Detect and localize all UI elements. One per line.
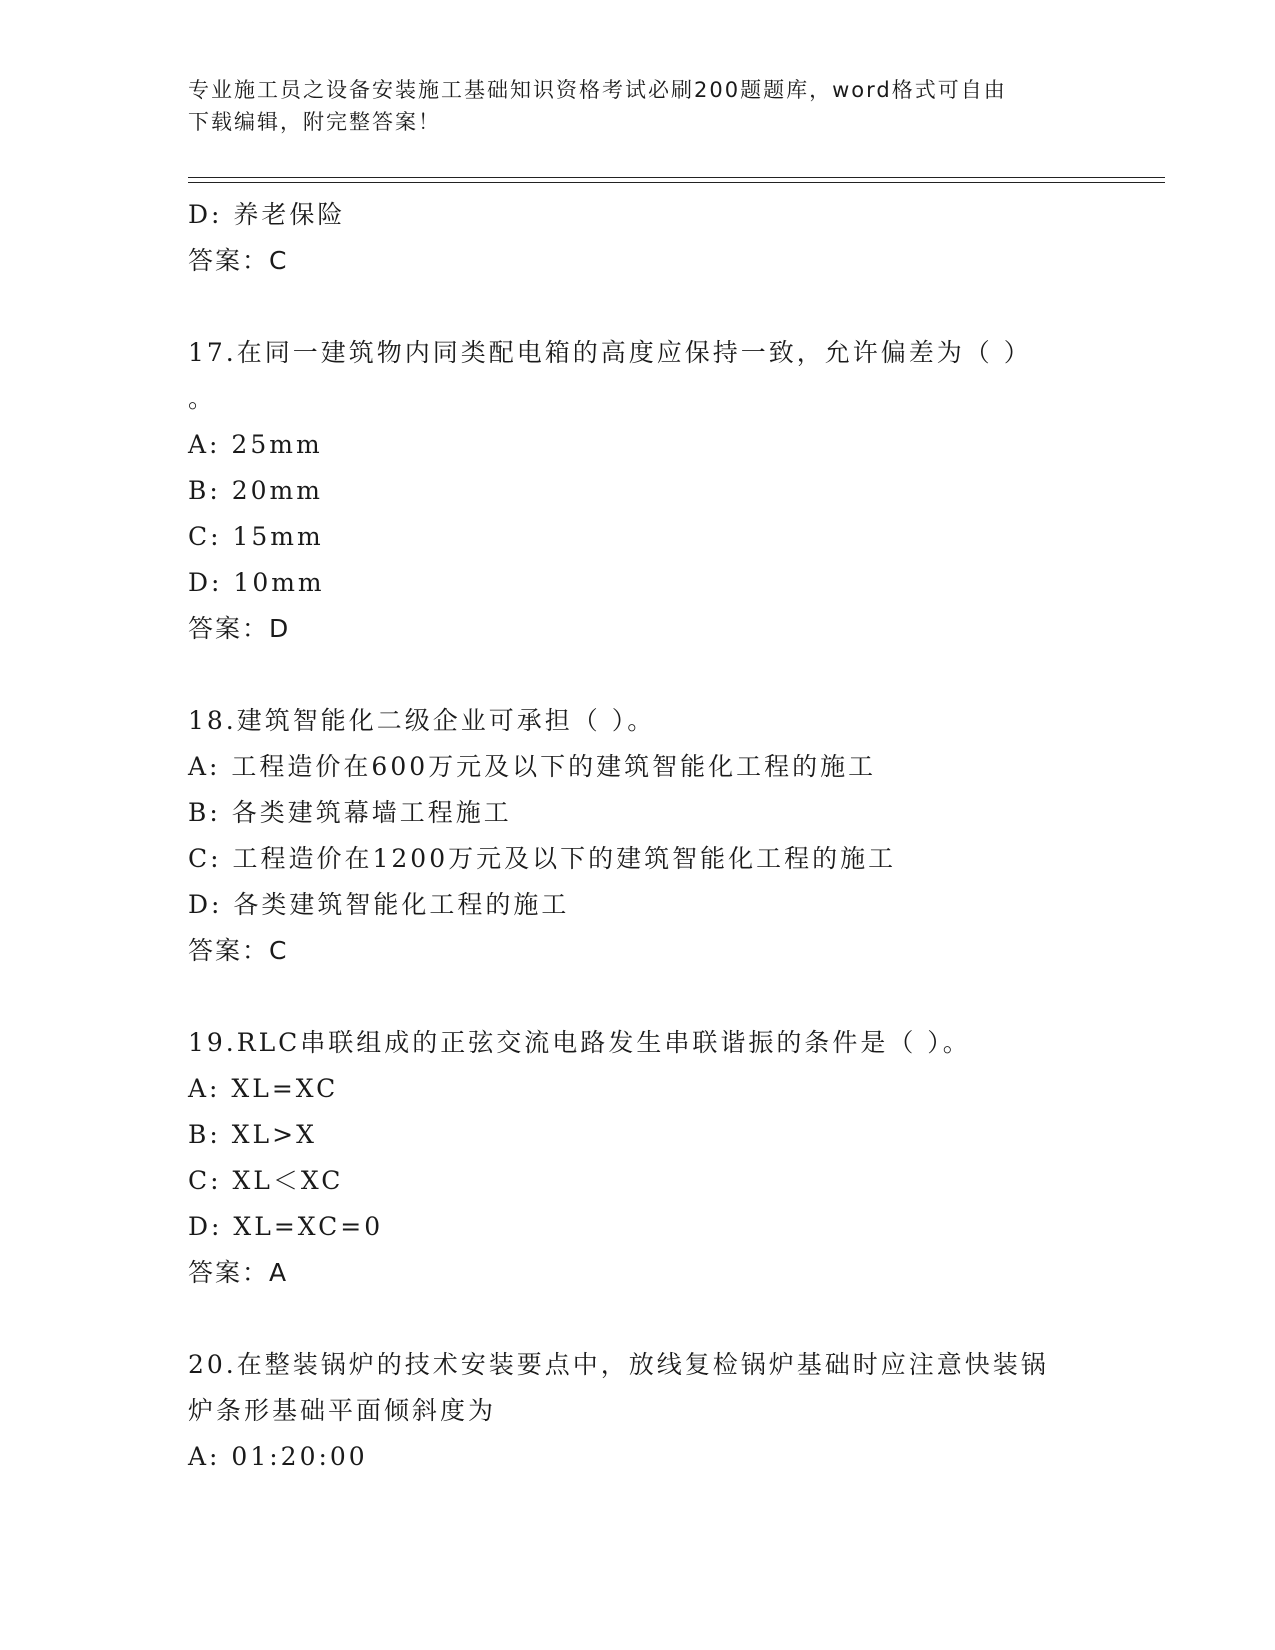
option-d: D: 养老保险	[188, 200, 346, 229]
spacer	[188, 974, 1088, 1020]
question-19-option-d: D: XL=XC=0	[188, 1212, 384, 1241]
spacer	[188, 652, 1088, 698]
header-title-line-1: 专业施工员之设备安装施工基础知识资格考试必刷200题题库，word格式可自由	[188, 78, 1007, 102]
header-divider-top	[188, 177, 1165, 178]
question-18-option-b: B: 各类建筑幕墙工程施工	[188, 798, 512, 827]
question-18-option-a: A: 工程造价在600万元及以下的建筑智能化工程的施工	[188, 752, 877, 781]
question-17-option-c: C: 15mm	[188, 522, 324, 551]
question-17-answer: 答案：D	[188, 614, 291, 643]
question-20-text: 20.在整装锅炉的技术安装要点中，放线复检锅炉基础时应注意快装锅	[188, 1350, 1049, 1379]
header-title-line-2: 下载编辑，附完整答案！	[188, 110, 441, 134]
question-20-text-continued: 炉条形基础平面倾斜度为	[188, 1396, 497, 1425]
question-19-text: 19.RLC串联组成的正弦交流电路发生串联谐振的条件是（ ）。	[188, 1028, 971, 1057]
question-20-option-a: A: 01:20:00	[188, 1442, 368, 1471]
question-18-answer: 答案：C	[188, 936, 289, 965]
question-17-option-b: B: 20mm	[188, 476, 323, 505]
header-divider-bottom	[188, 182, 1165, 183]
answer: 答案：C	[188, 246, 289, 275]
question-content	[188, 192, 1088, 1480]
question-19-option-a: A: XL=XC	[188, 1074, 339, 1103]
question-19-answer: 答案：A	[188, 1258, 289, 1287]
question-17-text: 17.在同一建筑物内同类配电箱的高度应保持一致，允许偏差为（ ）	[188, 338, 1032, 367]
question-18-option-d: D: 各类建筑智能化工程的施工	[188, 890, 570, 919]
question-19-option-b: B: XL>X	[188, 1120, 317, 1149]
spacer	[188, 284, 1088, 330]
question-17-option-d: D: 10mm	[188, 568, 325, 597]
question-19-option-c: C: XL＜XC	[188, 1166, 344, 1195]
question-17-text-continued: 。	[188, 384, 217, 413]
question-18-text: 18.建筑智能化二级企业可承担（ ）。	[188, 706, 656, 735]
spacer	[188, 1296, 1088, 1342]
page-header	[188, 74, 1088, 138]
question-18-option-c: C: 工程造价在1200万元及以下的建筑智能化工程的施工	[188, 844, 897, 873]
question-17-option-a: A: 25mm	[188, 430, 323, 459]
